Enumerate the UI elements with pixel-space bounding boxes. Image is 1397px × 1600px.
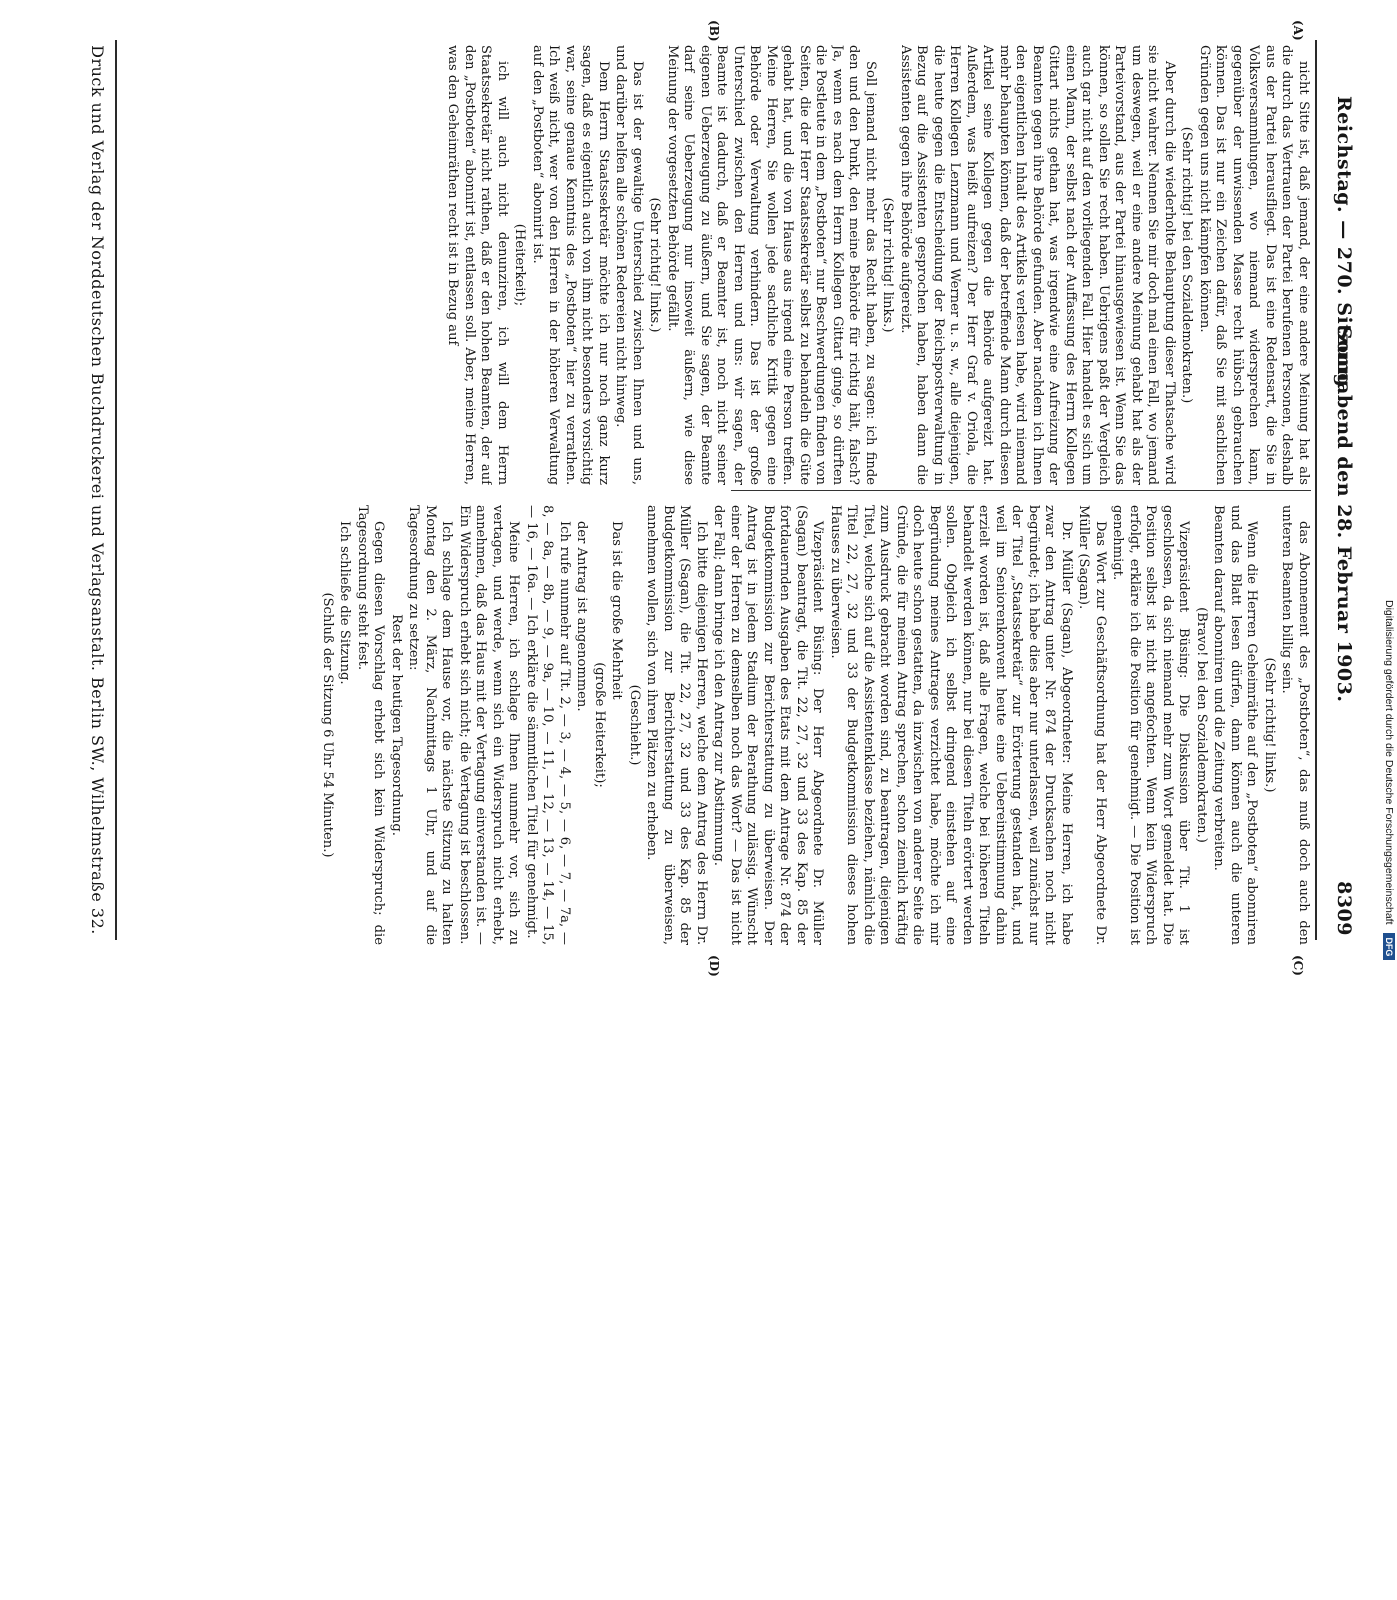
paragraph: ich will auch nicht denunziren, ich will dem Herrn Staatssekretär nicht rathen, daß er den hohen Beamten, der auf den „Postboten“ abonnirt ist, entlassen soll. Aber, meine Herren, was den Geheimräthen recht ist in Bezug auf xyxy=(445,45,510,485)
paragraph: Vizepräsident Büsing: Die Diskussion über Tit. 1 ist geschlossen, da sich niemand mehr zum Wort gemeldet hat. Die Position selbst ist nicht angefochten. Wenn kein Widerspruch erfolgt, erkläre ich die Position für genehmigt. — Die Position ist genehmigt. xyxy=(1110,505,1192,945)
interjection: (Heiterkeit); xyxy=(512,223,528,307)
paragraph: Dr. Müller (Sagan), Abgeordneter: Meine Herren, ich habe zwar den Antrag unter Nr. 874 der Drucksachen noch nicht begründet; ich habe dies aber nur unterlassen, weil zunächst nur der Titel „Staatssekretär“ zur Erörterung gestanden hat, und weil im Seniorenkonvent heute eine Uebereinstimmung dahin erzielt worden ist, daß alle Fragen, welche bei höheren Titeln behandelt werden können, nur bei diesen Titeln erörtert werden sollen. Obgleich ich selbst dringend einstehen auf eine Begründung meines Antrages verzichtet habe, möchte ich mir doch heute schon gestatten, da inzwischen von anderer Seite die Gründe, die für meinen Antrag sprechen, schon ziemlich kräftig zum Ausdruck gebracht worden sind, zu beantragen, diejenigen Titel, welche sich auf die Assistentenklasse beziehen, nämlich die Titel 22, 27, 32 und 33 der Budgetkommission dieses hohen Hauses zu überweisen. xyxy=(828,505,1074,945)
interjection: (große Heiterkeit); xyxy=(592,662,607,788)
printer-imprint: Druck und Verlag der Norddeutschen Buchdruckerei und Verlagsanstalt. Berlin SW., Wilhelmstraße 32. xyxy=(88,45,107,935)
header-rule xyxy=(1315,40,1317,940)
paragraph: Ich bitte diejenigen Herren, welche dem Antrag des Herrn Dr. Müller (Sagan), die Tit. 22, 27, 32 und 33 des Kap. 85 der Budgetkommission zur Berichterstattung zu überweisen, annehmen wollen, sich von ihren Plätzen zu erheben. xyxy=(644,505,709,945)
paragraph: Dem Herrn Staatssekretär möchte ich nur noch ganz kurz sagen, daß es eigentlich auch von ihm nicht besonders vorsichtig war, seine genaue Kenntnis des „Postboten“ hier zu verrathen. Ich weiß nicht, wer von den Herren in der höheren Verwaltung auf den „Postboten“ abonnirt ist. xyxy=(530,45,611,485)
interjection: (Sehr richtig! links.) xyxy=(647,197,663,333)
page-header xyxy=(1325,36,1355,936)
paragraph: Ich rufe nunmehr auf Tit. 2, — 3, — 4, — 5, — 6, — 7, — 7a, — 8, — 8a, — 8b, — 9, — 9a, — 10, — 11, — 12, — 13, — 14, — 15, — 16, — 16a. — Ich erkläre die sämmtlichen Titel für genehmigt. xyxy=(524,505,572,945)
session-title: Reichstag. — 270. Sitzung. xyxy=(1333,96,1355,395)
paragraph: Wenn die Herren Geheimräthe auf den „Postboten“ abonniren und das Blatt lesen dürfen, dann können auch die unteren Beamten darauf abonniren und die Zeitung verbreiten. xyxy=(1211,505,1260,945)
paragraph: Das Wort zur Geschäftsordnung hat der Herr Abgeordnete Dr. Müller (Sagan). xyxy=(1076,505,1108,945)
session-date: Sonnabend den 28. Februar 1903. xyxy=(1333,326,1355,703)
left-column xyxy=(129,45,1311,485)
digitization-credit-text: Digitalisierung gefördert durch die Deutsche Forschungsgemeinschaft xyxy=(1383,600,1395,925)
right-column xyxy=(129,505,1311,945)
interjection: (Sehr richtig! links.) xyxy=(880,197,896,333)
interjection: (Bravo! bei den Sozialdemokraten.) xyxy=(1194,607,1209,843)
paragraph: Gegen diesen Vorschlag erhebt sich kein Widerspruch; die Tagesordnung steht fest. xyxy=(355,505,387,945)
margin-letter-b: (B) xyxy=(707,20,721,42)
paragraph: der Antrag ist angenommen. xyxy=(574,521,590,712)
footer-rule xyxy=(115,40,117,940)
paragraph: Ich schließe die Sitzung. xyxy=(337,521,353,685)
interjection: (Sehr richtig! links.) xyxy=(1262,657,1277,793)
interjection: (Schluß der Sitzung 6 Uhr 54 Minuten.) xyxy=(320,592,335,858)
margin-letter-c: (C) xyxy=(1291,955,1305,976)
paragraph: Ich schlage dem Hause vor, die nächste Sitzung zu halten Montag den 2. März, Nachmittags 1 Uhr, und auf die Tagesordnung zu setzen: xyxy=(406,505,455,945)
interjection: (Sehr richtig! bei den Sozialdemokraten.) xyxy=(1179,126,1195,404)
paragraph: Aber durch die wiederholte Behauptung dieser Thatsache wird sie nicht wahrer. Nennen Sie mir doch mal einen Fall, wo jemand um deswegen, weil er eine andere Meinung gehabt hat als der Parteivorstand, aus der Partei hinausgewiesen ist. Wenn Sie das können, so sollen Sie recht haben. Uebrigens paßt der Vergleich auch gar nicht auf den vorliegenden Fall. Hier handelt es sich um einen Mann, der selbst nach der Auffassung des Herrn Kollegen Gittart nichts gethan hat, was irgendwie eine Aufreizung der Beamten gegen ihre Behörde gefunden. Aber nachdem ich Ihnen den eigentlichen Inhalt des Artikels verlesen habe, wird niemand mehr behaupten können, daß der betreffende Mann durch diesen Artikel seine Kollegen gegen die Behörde aufgereizt hat. Außerdem, was heißt aufreizen? Der Herr Graf v. Oriola, die Herren Kollegen Lenzmann und Werner u. s. w., alle diejenigen, die heute gegen die Entscheidung der Reichspostverwaltung in Bezug auf die Assistenten gesprochen haben, haben dann die Assistenten gegen ihre Behörde aufgereizt. xyxy=(898,45,1177,485)
interjection: Rest der heutigen Tagesordnung. xyxy=(389,614,404,836)
page-number: 8309 xyxy=(1333,881,1355,936)
digitization-sidebar xyxy=(1382,0,1396,1000)
paragraph: Das ist der gewaltige Unterschied zwischen Ihnen und uns, und darüber helfen alle schönen Redereien nicht hinweg. xyxy=(613,45,645,485)
paragraph: das Abonnement des „Postboten“, das muß doch auch den unteren Beamten billig sein. xyxy=(1279,505,1311,945)
dfg-logo: DFG xyxy=(1383,933,1395,960)
digitization-credit xyxy=(1382,0,1396,1600)
paragraph: nicht Sitte ist, daß jemand, der eine andere Meinung hat als die durch das Vertrauen der Partei berufenen Personen, deshalb aus der Partei herausfliegt. Das ist eine Redensart, die Sie in Volksversammlungen, wo niemand widersprechen kann, gegenüber der unwissenden Masse recht hübsch gebrauchen können. Das ist nur ein Zeichen dafür, daß Sie mit sachlichen Gründen gegen uns nicht kämpfen können. xyxy=(1197,45,1311,485)
paragraph: Soll jemand nicht mehr das Recht haben, zu sagen: ich finde den und den Punkt, den meine Behörde für richtig hält, falsch? Ja, wenn es nach dem Herrn Kollegen Gittart ginge, so dürften die Postleute in dem „Postboten“ nur Beschwerdungen finden von Seiten, die der Herr Staatssekretär selbst zu behandeln die Güte gehabt hat, und die von Hause aus irgend eine Person treffen. Meine Herren, Sie wollen jede sachliche Kritik gegen eine Behörde oder Verwaltung verhindern. Das ist der große Unterschied zwischen den Herren und uns: wir sagen, der Beamte ist dadurch, daß er Beamter ist, noch nicht seiner eigenen Ueberzeugung zu äußern, und Sie sagen, der Beamte darf seine Ueberzeugung nur insoweit äußern, wie diese Meinung der vorgesetzten Behörde gefällt. xyxy=(665,45,878,485)
paragraph: Das ist die große Mehrheit xyxy=(609,521,625,700)
column-divider xyxy=(731,490,1311,491)
margin-letter-a: (A) xyxy=(1291,20,1305,41)
margin-letter-d: (D) xyxy=(707,955,721,977)
paragraph: Vizepräsident Büsing: Der Herr Abgeordnete Dr. Müller (Sagan) beantragt, die Tit. 22, 27, 32 und 33 des Kap. 85 der fortdauernden Ausgaben des Etats mit dem Antrage Nr. 874 der Budgetkommission zur Berichterstattung zu überweisen. Der Antrag ist in jedem Stadium der Berathung zulässig. Wünscht einer der Herren zu demselben noch das Wort? — Das ist nicht der Fall; dann bringe ich den Antrag zur Abstimmung. xyxy=(711,505,826,945)
paragraph: Meine Herren, ich schlage Ihnen nunmehr vor, sich zu vertagen, und werde, wenn sich ein Widerspruch nicht erhebt, annehmen, daß das Haus mit der Vertagung einverstanden ist. — Ein Widerspruch erhebt sich nicht; die Vertagung ist beschlossen. xyxy=(457,505,522,945)
interjection: (Geschieht.) xyxy=(627,684,642,766)
